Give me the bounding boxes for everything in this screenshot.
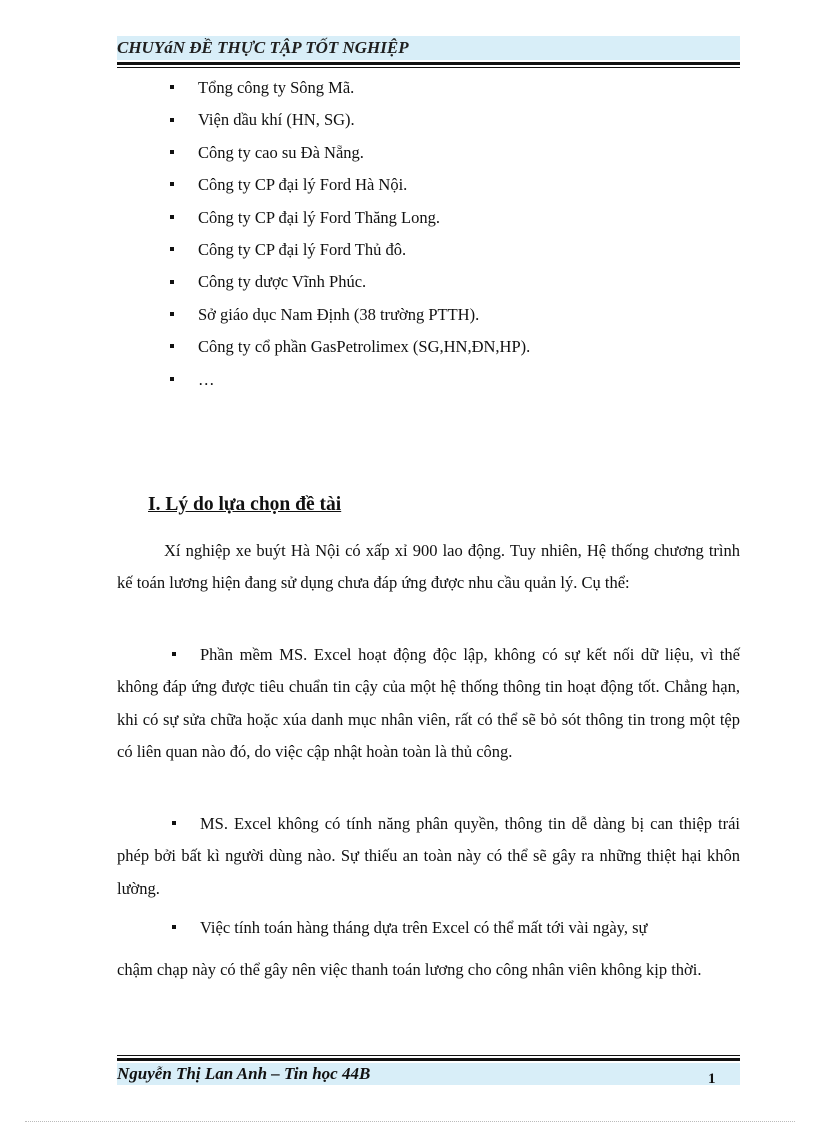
reason-text: MS. Excel không có tính năng phân quyền, thông tin dễ dàng bị can thiệp trái phép bởi bất kì người dùng nào. Sự thiếu an toàn này có thể sẽ gây ra những thiệt hại khôn lường. bbox=[117, 814, 740, 898]
reason-text: Phần mềm MS. Excel hoạt động độc lập, không có sự kết nối dữ liệu, vì thế không đáp ứng được tiêu chuẩn tin cậy của một hệ thống thông tin hoạt động tốt. Chẳng hạn, khi có sự sửa chữa hoặc xúa danh mục nhân viên, rất có thể sẽ bỏ sót thông tin trong một tệp có liên quan nào đó, do việc cập nhật hoàn toàn là thủ công. bbox=[117, 645, 740, 762]
list-item: Viện dầu khí (HN, SG). bbox=[170, 106, 530, 138]
footer-rule-thin bbox=[117, 1055, 740, 1056]
page-bottom-border bbox=[25, 1121, 795, 1122]
bullet-square-icon bbox=[170, 280, 174, 284]
footer-author: Nguyễn Thị Lan Anh – Tin học 44B bbox=[117, 1064, 371, 1083]
bullet-square-icon bbox=[170, 312, 174, 316]
reason-bullet-1 bbox=[117, 639, 740, 769]
reason-bullet-3 bbox=[117, 912, 740, 944]
bullet-square-icon bbox=[170, 182, 174, 186]
header-rule-thick bbox=[117, 62, 740, 65]
list-item: Tổng công ty Sông Mã. bbox=[170, 74, 530, 106]
bullet-square-icon bbox=[172, 652, 176, 656]
bullet-square-icon bbox=[170, 118, 174, 122]
bullet-square-icon bbox=[172, 821, 176, 825]
bullet-square-icon bbox=[170, 215, 174, 219]
list-item: Sở giáo dục Nam Định (38 trường PTTH). bbox=[170, 301, 530, 333]
section-body bbox=[117, 535, 740, 600]
bullet-square-icon bbox=[170, 150, 174, 154]
list-item: Công ty cao su Đà Nẵng. bbox=[170, 139, 530, 171]
bullet-square-icon bbox=[170, 377, 174, 381]
list-item: Công ty CP đại lý Ford Thủ đô. bbox=[170, 236, 530, 268]
footer-rule-thick bbox=[117, 1058, 740, 1061]
continuation-paragraph: chậm chạp này có thể gây nên việc thanh toán lương cho công nhân viên không kịp thời. bbox=[117, 960, 702, 979]
list-item: … bbox=[170, 366, 530, 398]
section-heading: I. Lý do lựa chọn đề tài bbox=[148, 494, 342, 515]
intro-paragraph: Xí nghiệp xe buýt Hà Nội có xấp xỉ 900 lao động. Tuy nhiên, Hệ thống chương trình kế toán lương hiện đang sử dụng chưa đáp ứng được nhu cầu quản lý. Cụ thể: bbox=[117, 541, 740, 593]
bullet-square-icon bbox=[170, 344, 174, 348]
header-rule-thin bbox=[117, 67, 740, 68]
bullet-square-icon bbox=[170, 247, 174, 251]
bullet-square-icon bbox=[172, 925, 176, 929]
reason-bullet-2 bbox=[117, 808, 740, 905]
header-title: CHUYáN ĐỀ THỰC TẬP TỐT NGHIỆP bbox=[117, 38, 409, 57]
company-list bbox=[170, 74, 530, 398]
page-number: 1 bbox=[708, 1071, 716, 1087]
list-item: Công ty CP đại lý Ford Hà Nội. bbox=[170, 171, 530, 203]
list-item: Công ty dược Vĩnh Phúc. bbox=[170, 268, 530, 300]
reason-text: Việc tính toán hàng tháng dựa trên Excel có thể mất tới vài ngày, sự bbox=[200, 918, 648, 937]
bullet-square-icon bbox=[170, 85, 174, 89]
list-item: Công ty cổ phần GasPetrolimex (SG,HN,ĐN,HP). bbox=[170, 333, 530, 365]
list-item: Công ty CP đại lý Ford Thăng Long. bbox=[170, 204, 530, 236]
